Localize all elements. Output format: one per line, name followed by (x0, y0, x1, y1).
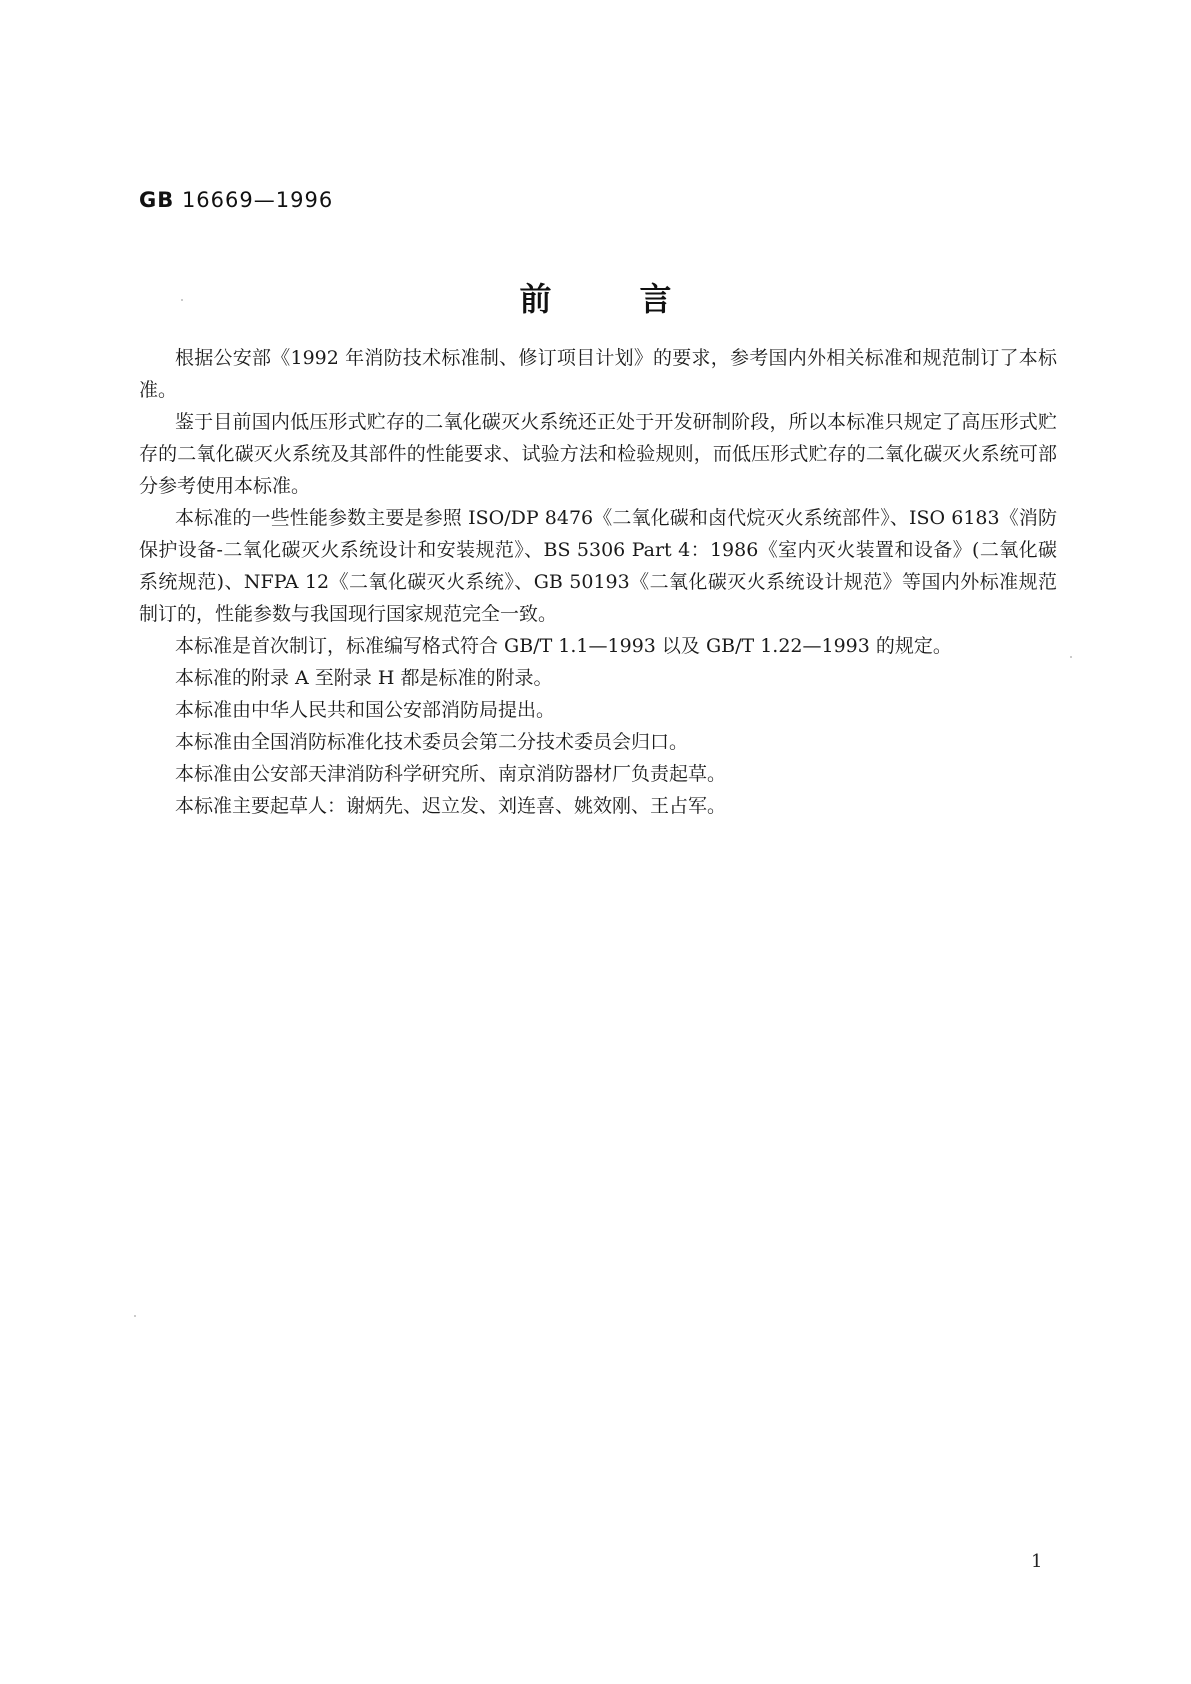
paragraph-appendices: 本标准的附录 A 至附录 H 都是标准的附录。 (175, 667, 553, 689)
paragraph-administrator: 本标准由全国消防标准化技术委员会第二分技术委员会归口。 (175, 731, 689, 753)
page-number: 1 (1031, 1551, 1043, 1572)
scan-speck (181, 299, 183, 301)
scan-speck (1070, 656, 1072, 658)
paragraph-basis: 根据公安部《1992 年消防技术标准制、修订项目计划》的要求，参考国内外相关标准和规范制订了本标准。 (139, 347, 1057, 401)
paragraph-references: 本标准的一些性能参数主要是参照 ISO/DP 8476《二氧化碳和卤代烷灭火系统部件》、ISO 6183《消防保护设备-二氧化碳灭火系统设计和安装规范》、BS 5306 Part 4：1986《室内灭火装置和设备》(二氧化碳系统规范)、NFPA 12《二氧化碳灭火系统》、GB 50193《二氧化碳灭火系统设计规范》等国内外标准规范制订的，性能参数与我国现行国家规范完全一致。 (139, 507, 1057, 625)
scan-speck (134, 1315, 136, 1317)
standard-identifier (139, 188, 333, 212)
paragraph-format: 本标准是首次制订，标准编写格式符合 GB/T 1.1—1993 以及 GB/T 1.22—1993 的规定。 (175, 635, 952, 657)
standard-number: 16669—1996 (181, 188, 334, 212)
paragraph-proposer: 本标准由中华人民共和国公安部消防局提出。 (175, 699, 556, 721)
paragraph-drafting-units: 本标准由公安部天津消防科学研究所、南京消防器材厂负责起草。 (175, 763, 727, 785)
page-title: 前言 (519, 280, 760, 318)
foreword-body (139, 342, 1057, 822)
paragraph-scope: 鉴于目前国内低压形式贮存的二氧化碳灭火系统还正处于开发研制阶段，所以本标准只规定了高压形式贮存的二氧化碳灭火系统及其部件的性能要求、试验方法和检验规则，而低压形式贮存的二氧化碳灭火系统可部分参考使用本标准。 (139, 411, 1057, 497)
paragraph-drafters: 本标准主要起草人：谢炳先、迟立发、刘连喜、姚效刚、王占军。 (175, 795, 727, 817)
standard-prefix: GB (139, 188, 175, 212)
